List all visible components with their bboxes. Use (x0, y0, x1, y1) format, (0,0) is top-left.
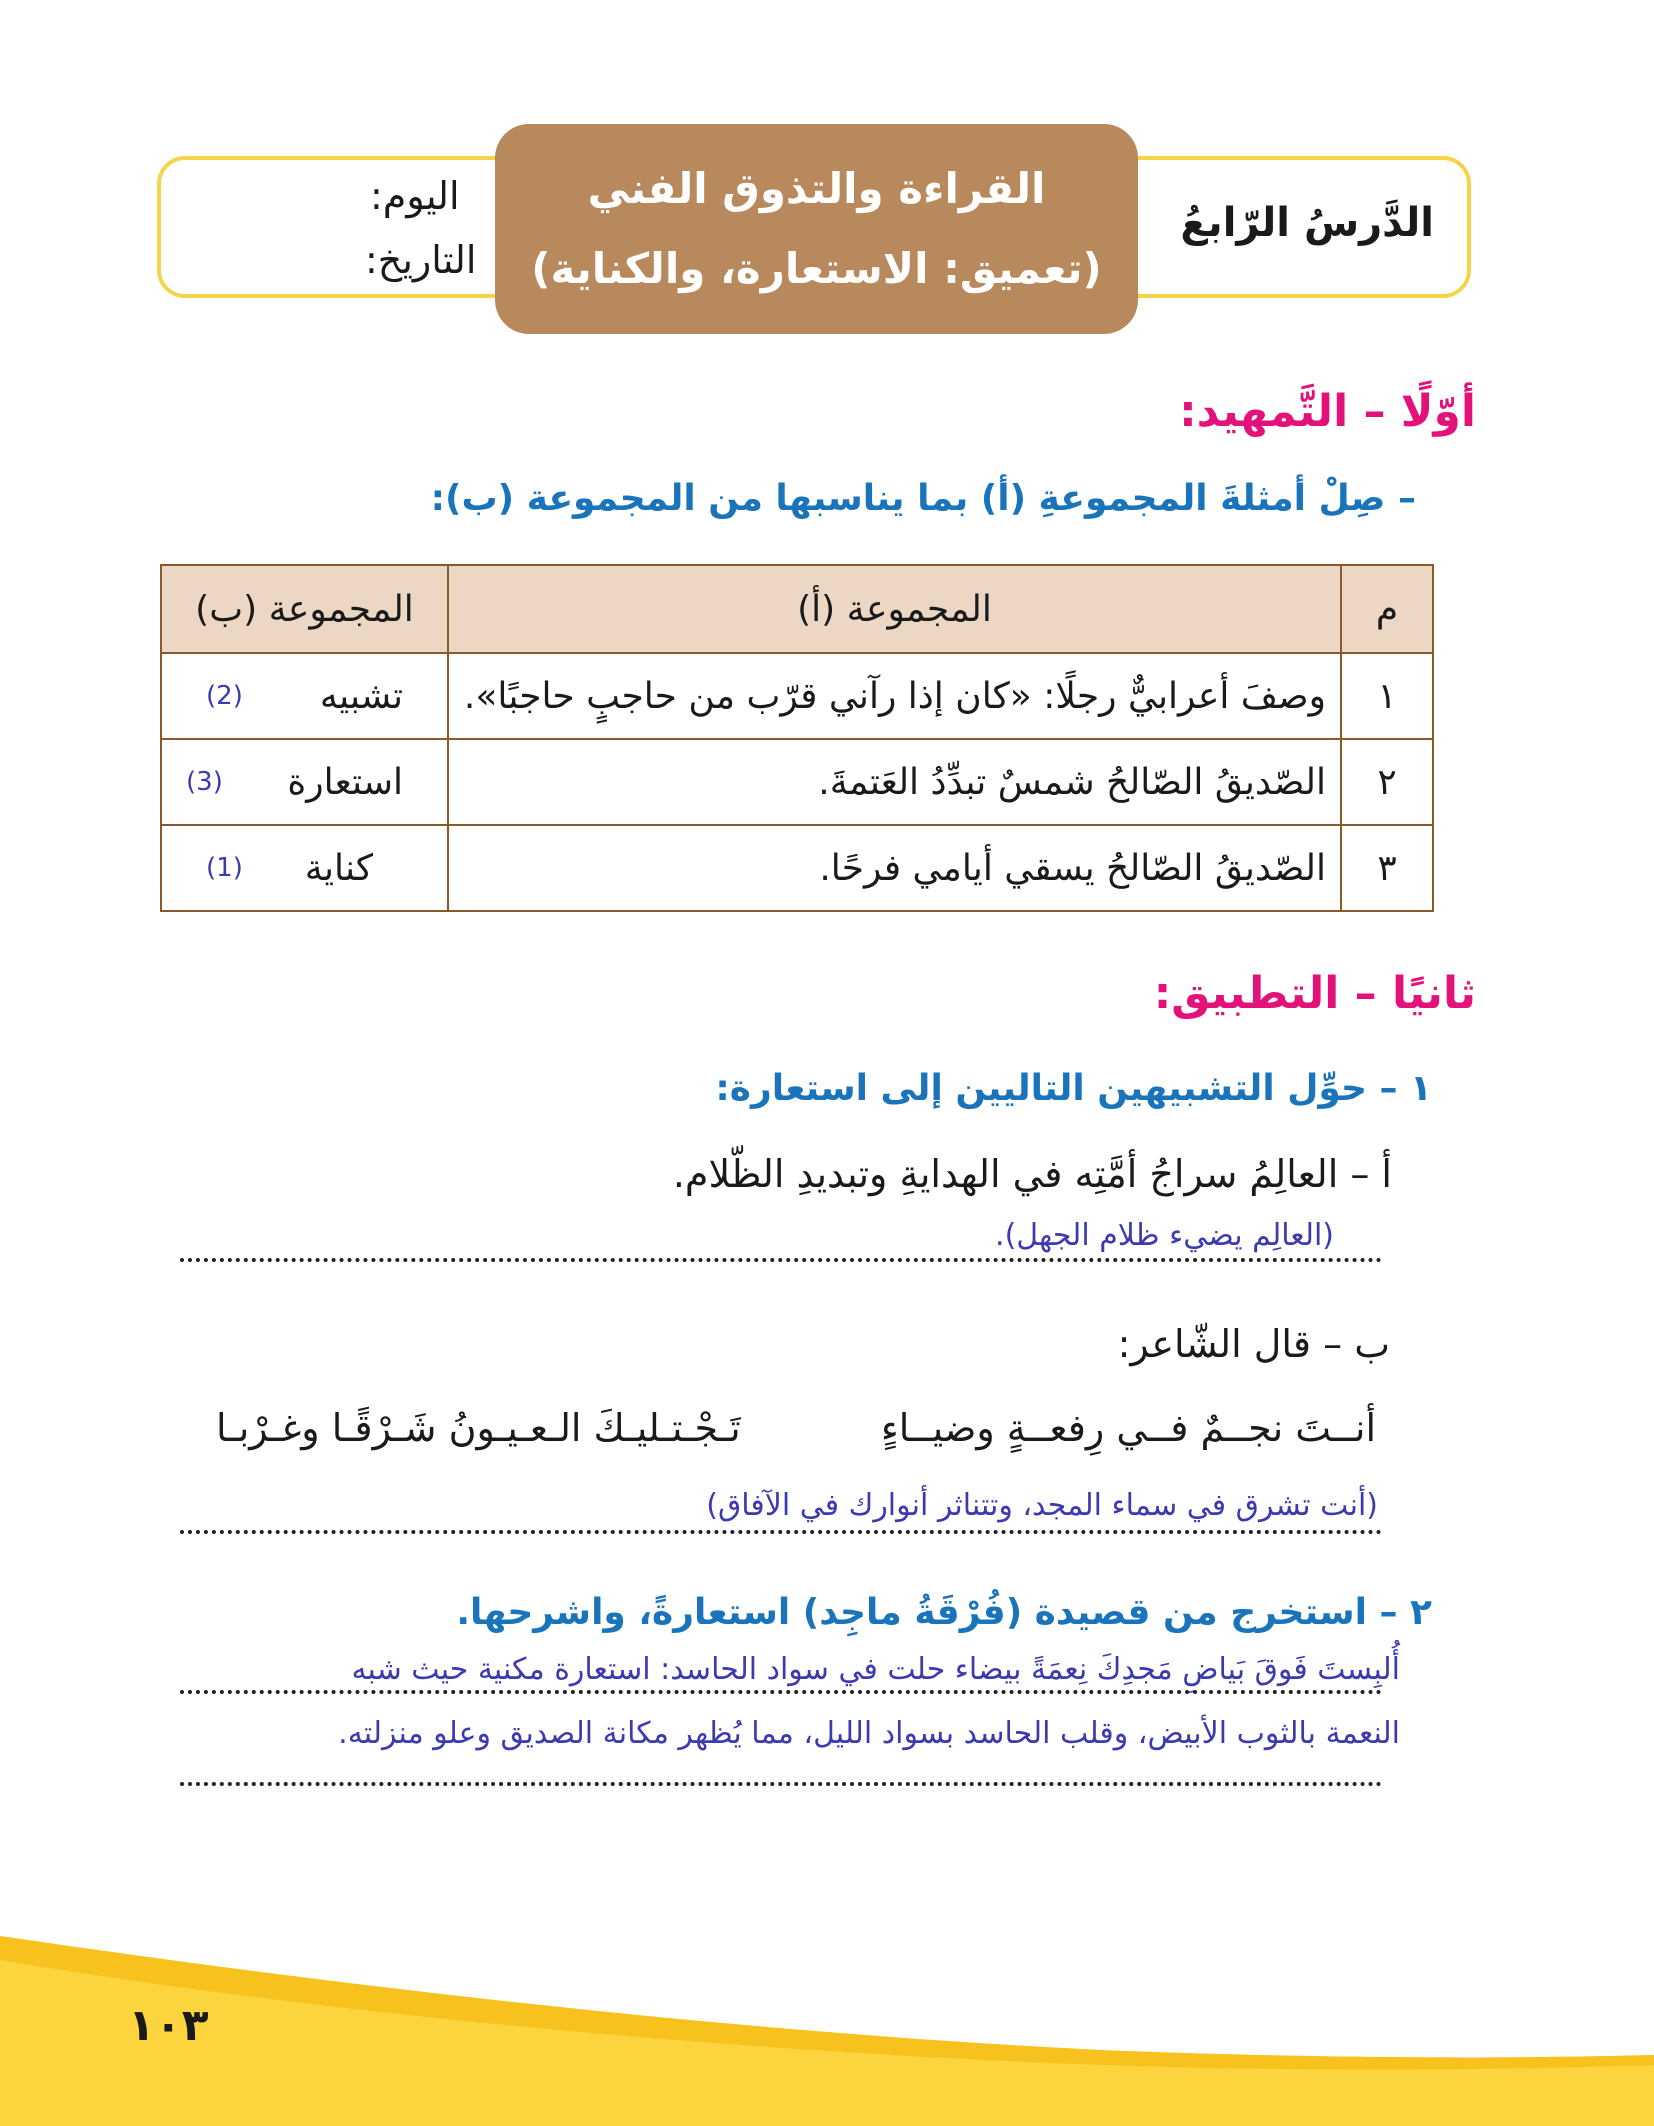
q2-answer-line2: النعمة بالثوب الأبيض، وقلب الحاسد بسواد الليل، مما يُظهر مكانة الصديق وعلو منزلته. (338, 1716, 1400, 1751)
q1-item-b-answer: (أنت تشرق في سماء المجد، وتتناثر أنوارك في الآفاق) (706, 1488, 1378, 1523)
table-header-row (161, 565, 1433, 653)
row-number: ٣ (1341, 825, 1433, 911)
row-figure-type: تشبيه (319, 675, 403, 717)
table-row (161, 825, 1433, 911)
row-number: ١ (1341, 653, 1433, 739)
header-m: م (1341, 565, 1433, 653)
row-example: وصفَ أعرابيٌّ رجلًا: «كان إذا رآني قرّب من حاجبٍ حاجبًا». (448, 653, 1341, 739)
date-label: التاريخ: (365, 238, 477, 282)
lesson-title: القراءة والتذوق الفني (587, 164, 1046, 213)
q2-instruction: ٢ – استخرج من قصيدة (فُرْقَةُ ماجِد) استعارةً، واشرحها. (456, 1592, 1432, 1633)
lesson-number: الدَّرسُ الرّابعُ (1180, 200, 1434, 246)
row-example: الصّديقُ الصّالحُ يسقي أيامي فرحًا. (448, 825, 1341, 911)
row-number: ٢ (1341, 739, 1433, 825)
q1-item-b-label: ب – قال الشّاعر: (1117, 1322, 1390, 1366)
row-example: الصّديقُ الصّالحُ شمسٌ تبدِّدُ العَتمةَ. (448, 739, 1341, 825)
row-group-b-cell (161, 825, 448, 911)
lesson-title-box (495, 124, 1138, 334)
row-answer: (3) (186, 767, 223, 797)
row-figure-type: استعارة (287, 761, 403, 803)
table-row (161, 739, 1433, 825)
row-answer: (2) (206, 681, 243, 711)
lesson-subtitle: (تعميق: الاستعارة، والكناية) (531, 244, 1102, 293)
row-answer: (1) (206, 853, 243, 883)
day-label: اليوم: (370, 174, 460, 218)
section-practice-title: ثانيًا – التطبيق: (1153, 968, 1476, 1019)
q1-item-a: أ – العالِمُ سراجُ أمَّتِه في الهدايةِ وتبديدِ الظّلام. (672, 1152, 1392, 1196)
answer-dotted-line (180, 1530, 1382, 1534)
section-intro-title: أوّلًا – التَّمهيد: (1179, 386, 1476, 437)
row-group-b-cell (161, 739, 448, 825)
matching-instruction: – صِلْ أمثلةَ المجموعةِ (أ) بما يناسبها من المجموعة (ب): (430, 478, 1416, 519)
matching-table (160, 564, 1434, 912)
answer-dotted-line (180, 1258, 1382, 1262)
table-row (161, 653, 1433, 739)
bottom-yellow-band (0, 1900, 1654, 2126)
q1-item-a-answer: (العالِم يضيء ظلام الجهل). (995, 1218, 1334, 1253)
header-group-b: المجموعة (ب) (161, 565, 448, 653)
verse-first-hemistich: أنــتَ نجــمٌ فــي رِفعــةٍ وضيــاءٍ (880, 1406, 1376, 1450)
page-number: ١٠٣ (128, 2000, 209, 2051)
header-group-a: المجموعة (أ) (448, 565, 1341, 653)
answer-dotted-line (180, 1782, 1382, 1786)
q1-instruction: ١ – حوِّل التشبيهين التاليين إلى استعارة: (715, 1068, 1432, 1109)
verse-second-hemistich: تَـجْـتـليـكَ الـعـيـونُ شَـرْقًـا وغـرْبـا (216, 1406, 741, 1450)
row-figure-type: كناية (304, 847, 373, 889)
q2-answer-line1: أُلبِستَ فَوقَ بَياضِ مَجدِكَ نِعمَةً بيضاء حلت في سواد الحاسد: استعارة مكنية حيث شبه (351, 1652, 1400, 1687)
answer-dotted-line (180, 1690, 1382, 1694)
row-group-b-cell (161, 653, 448, 739)
